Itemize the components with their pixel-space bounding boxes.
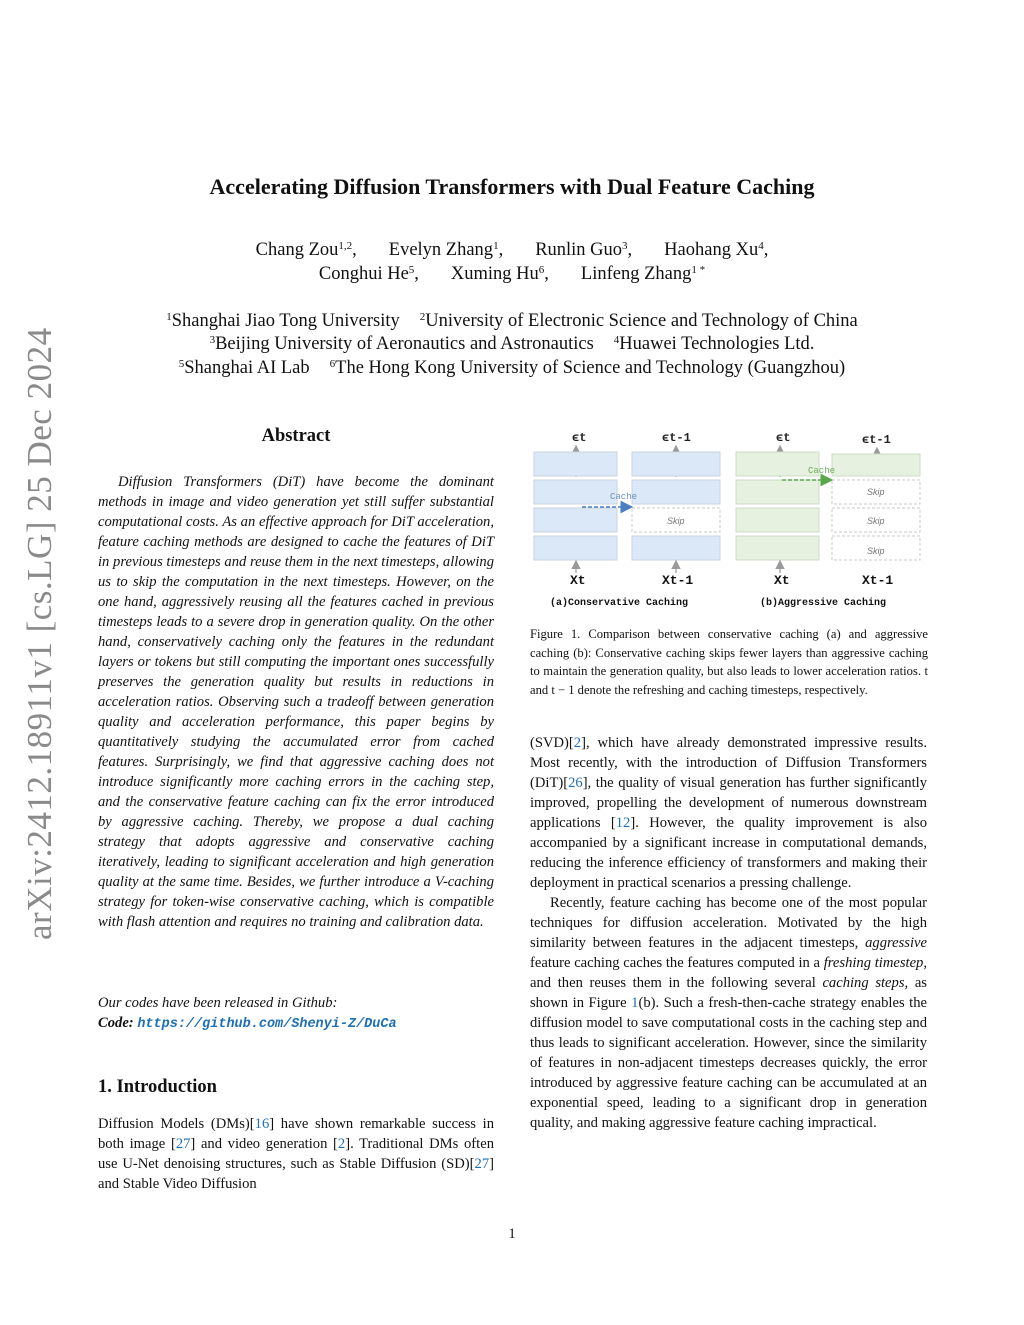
intro-text: Diffusion Models (DMs)[ [98,1116,255,1132]
separator: , [627,240,633,260]
body-text: (b). Such a fresh-then-cache strategy enables the diffusion model to save computational costs in the caching step and thus leads to significant acceleration. However, since the similarity of features in non-adjacent timesteps decreases quickly, the error introduced by aggressive feature caching can be accumulated at an exponential speed, leading to a significant drop in generation quality, and making aggressive feature caching impractical. [530,995,928,1131]
page-number: 1 [508,1226,516,1242]
affiliation [330,358,846,378]
epsilon-t-label: ϵt [572,431,587,445]
intro-text: ] and Stable Video Diffusion [98,1156,494,1192]
author-affiliation-index: 3 [622,240,628,252]
code-release-note: Our codes have been released in Github: [98,995,338,1011]
author-name-text: Xuming Hu [450,264,539,284]
separator: , [352,240,357,260]
citation-link[interactable]: 16 [254,1116,270,1132]
paper-title: Accelerating Diffusion Transformers with Dual Feature Caching [209,174,815,199]
body-text: , as shown in Figure [530,975,927,1011]
panel-b-aggressive [736,431,920,609]
citation-link[interactable]: 2 [573,735,582,751]
author-affiliation-index: 4 [758,240,764,252]
author-list-line-2 [0,264,1024,285]
body-text: Recently, feature caching has become one of the most popular techniques for diffusion acceleration. Motivated by the high similarity between features in the adjacent timesteps, [530,895,927,951]
cache-label: Cache [610,492,638,502]
x-t-label: Xt [570,573,586,588]
code-label: Code: [98,1015,134,1031]
affiliation [166,311,400,331]
body-text: ], the quality of visual generation has further significantly improved, propelling the development of numerous downstream applications [ [530,775,927,831]
author-name [389,240,503,260]
affiliation-index: 6 [329,358,336,370]
code-line [98,1013,494,1035]
abstract-paragraph: Diffusion Transformers (DiT) have become the dominant methods in image and video generation yet still suffer substantial computational costs. As an effective approach for DiT acceleration, feature caching methods are designed to cache the features of DiT in previous timesteps and reuse them in the next timesteps, allowing us to skip the computation in the next timesteps. However, on the one hand, aggressively reusing all the features cached in previous timesteps leads to a severe drop in generation quality. On the other hand, conservatively caching only the features in the redundant layers or tokens but still computing the important ones successfully preserves the generation quality but results in reductions in acceleration ratios. Observing such a tradeoff between generation quality and acceleration performance, this paper begins by quantitatively studying the accumulated error from cached features. Surprisingly, we find that aggressive caching does not introduce significantly more caching errors in the caching step, and the conservative feature caching can fix the error introduced by aggressive caching. Thereby, we propose a dual caching strategy that adopts aggressive and conservative caching iteratively, leading to significant acceleration and high generation quality at the same time. Besides, we further introduce a V-caching strategy for token-wise conservative caching, which is compatible with flash attention and requires no training and calibration data. [98,474,494,930]
author-list-line-1 [0,240,1024,261]
intro-text: ] and video generation [ [190,1136,338,1152]
figure-1-caption: Figure 1. Comparison between conservative caching (a) and aggressive caching (b): Conservative caching skips fewer layers than aggressive caching to maintain the generation quality, but also leads to lower acceleration ratios. t and t − 1 denote the refreshing and caching timesteps, respectively. [530,627,928,697]
affiliation-index: 2 [419,311,426,323]
layer-block [736,508,819,532]
citation-link[interactable]: 12 [615,815,631,831]
intro-text: ] have shown remarkable success in both image [ [98,1116,494,1152]
citation-link[interactable]: 27 [474,1156,490,1172]
abstract-text [98,472,494,932]
body-text: , and then reuses them in the following several [530,955,927,991]
subcaption-b: (b)Aggressive Caching [760,598,887,609]
body-text: ], which have already demonstrated impressive results. Most recently, with the introduction of Diffusion Transformers (DiT)[ [530,735,927,791]
affiliation-name: Huawei Technologies Ltd. [619,334,815,354]
intro-paragraph [98,1114,494,1194]
layer-block [534,508,617,532]
x-t-minus-1-label: Xt-1 [662,573,694,588]
skip-label: Skip [867,546,885,556]
arxiv-stamp: arXiv:2412.18911v1 [cs.LG] 25 Dec 2024 [20,327,59,940]
author-affiliation-index: 1 * [691,264,706,276]
author-name [581,264,705,284]
citation-link[interactable]: 2 [337,1136,346,1152]
author-name-text: Runlin Guo [535,240,623,260]
panel-a-conservative [534,431,720,609]
layer-block [832,454,920,476]
affiliation-index: 1 [166,311,172,323]
separator: , [414,264,419,284]
subcaption-a: (a)Conservative Caching [550,598,689,609]
author-name-text: Evelyn Zhang [388,240,494,260]
emphasis: caching steps [822,975,905,991]
layer-block [534,536,617,560]
separator: , [544,264,549,284]
figure-1-diagram [532,425,928,615]
section-heading-introduction: 1. Introduction [98,1077,217,1097]
x-t-label: Xt [774,573,790,588]
emphasis: freshing timestep [823,955,924,971]
layer-block [632,536,720,560]
author-name-text: Chang Zou [255,240,339,260]
intro-text: ]. Traditional DMs often use U-Net denoising structures, such as Stable Diffusion (SD)[ [98,1136,494,1172]
layer-block [736,536,819,560]
affiliation-name: The Hong Kong University of Science and Technology (Guangzhou) [335,358,846,378]
skip-label: Skip [867,516,885,526]
affiliation [614,334,815,354]
x-t-minus-1-label: Xt-1 [862,573,894,588]
affiliation-index: 5 [178,358,185,370]
abstract-heading: Abstract [261,426,331,446]
body-text: feature caching caches the features computed in a [530,955,824,971]
layer-block [632,452,720,476]
layer-block [632,480,720,504]
affiliation-line-3 [0,358,1024,379]
affiliation-name: Shanghai Jiao Tong University [171,311,400,331]
code-repo-link[interactable]: https://github.com/Shenyi-Z/DuCa [137,1017,397,1032]
layer-block [736,480,819,504]
layer-block [736,452,819,476]
citation-link[interactable]: 27 [175,1136,191,1152]
affiliation-line-2 [0,334,1024,355]
author-name [664,240,768,260]
author-name-text: Conghui He [318,264,409,284]
skip-label: Skip [867,487,885,497]
affiliation-name: Beijing University of Aeronautics and Astronautics [215,334,594,354]
cache-label: Cache [808,466,836,476]
author-name-text: Linfeng Zhang [580,264,692,284]
citation-link[interactable]: 26 [568,775,583,791]
emphasis: aggressive [865,935,927,951]
right-column-text [530,733,927,1133]
epsilon-t-minus-1-label: ϵt-1 [662,431,691,445]
author-affiliation-index: 6 [538,264,545,276]
author-name [256,240,357,260]
figure-reference-link[interactable]: 1 [631,995,639,1011]
affiliation [210,334,594,354]
body-text: (SVD)[ [530,735,574,751]
affiliation-index: 3 [209,334,216,346]
separator: , [498,240,504,260]
body-paragraph [530,733,927,893]
body-text: ]. However, the quality improvement is also accompanied by a significant increase in computational demands, reducing the inference efficiency of transformers and making their deployment in practical scenarios a pressing challenge. [530,815,927,891]
skip-label: Skip [667,516,685,526]
affiliation-line-1 [0,311,1024,332]
layer-block [534,480,617,504]
affiliation-name: University of Electronic Science and Technology of China [425,311,858,331]
epsilon-t-label: ϵt [776,431,791,445]
author-affiliation-index: 5 [408,264,415,276]
author-affiliation-index: 1 [493,240,499,252]
author-affiliation-index: 1,2 [338,240,353,252]
body-paragraph [530,893,927,1133]
layer-block [534,452,617,476]
affiliation-name: Shanghai AI Lab [184,358,310,378]
author-name [535,240,632,260]
affiliation [179,358,310,378]
author-name-text: Haohang Xu [664,240,759,260]
author-name [319,264,419,284]
author-name [451,264,549,284]
affiliation [420,311,858,331]
affiliation-index: 4 [613,334,620,346]
epsilon-t-minus-1-label: ϵt-1 [862,433,891,447]
separator: , [763,240,769,260]
introduction-text [98,1114,494,1194]
